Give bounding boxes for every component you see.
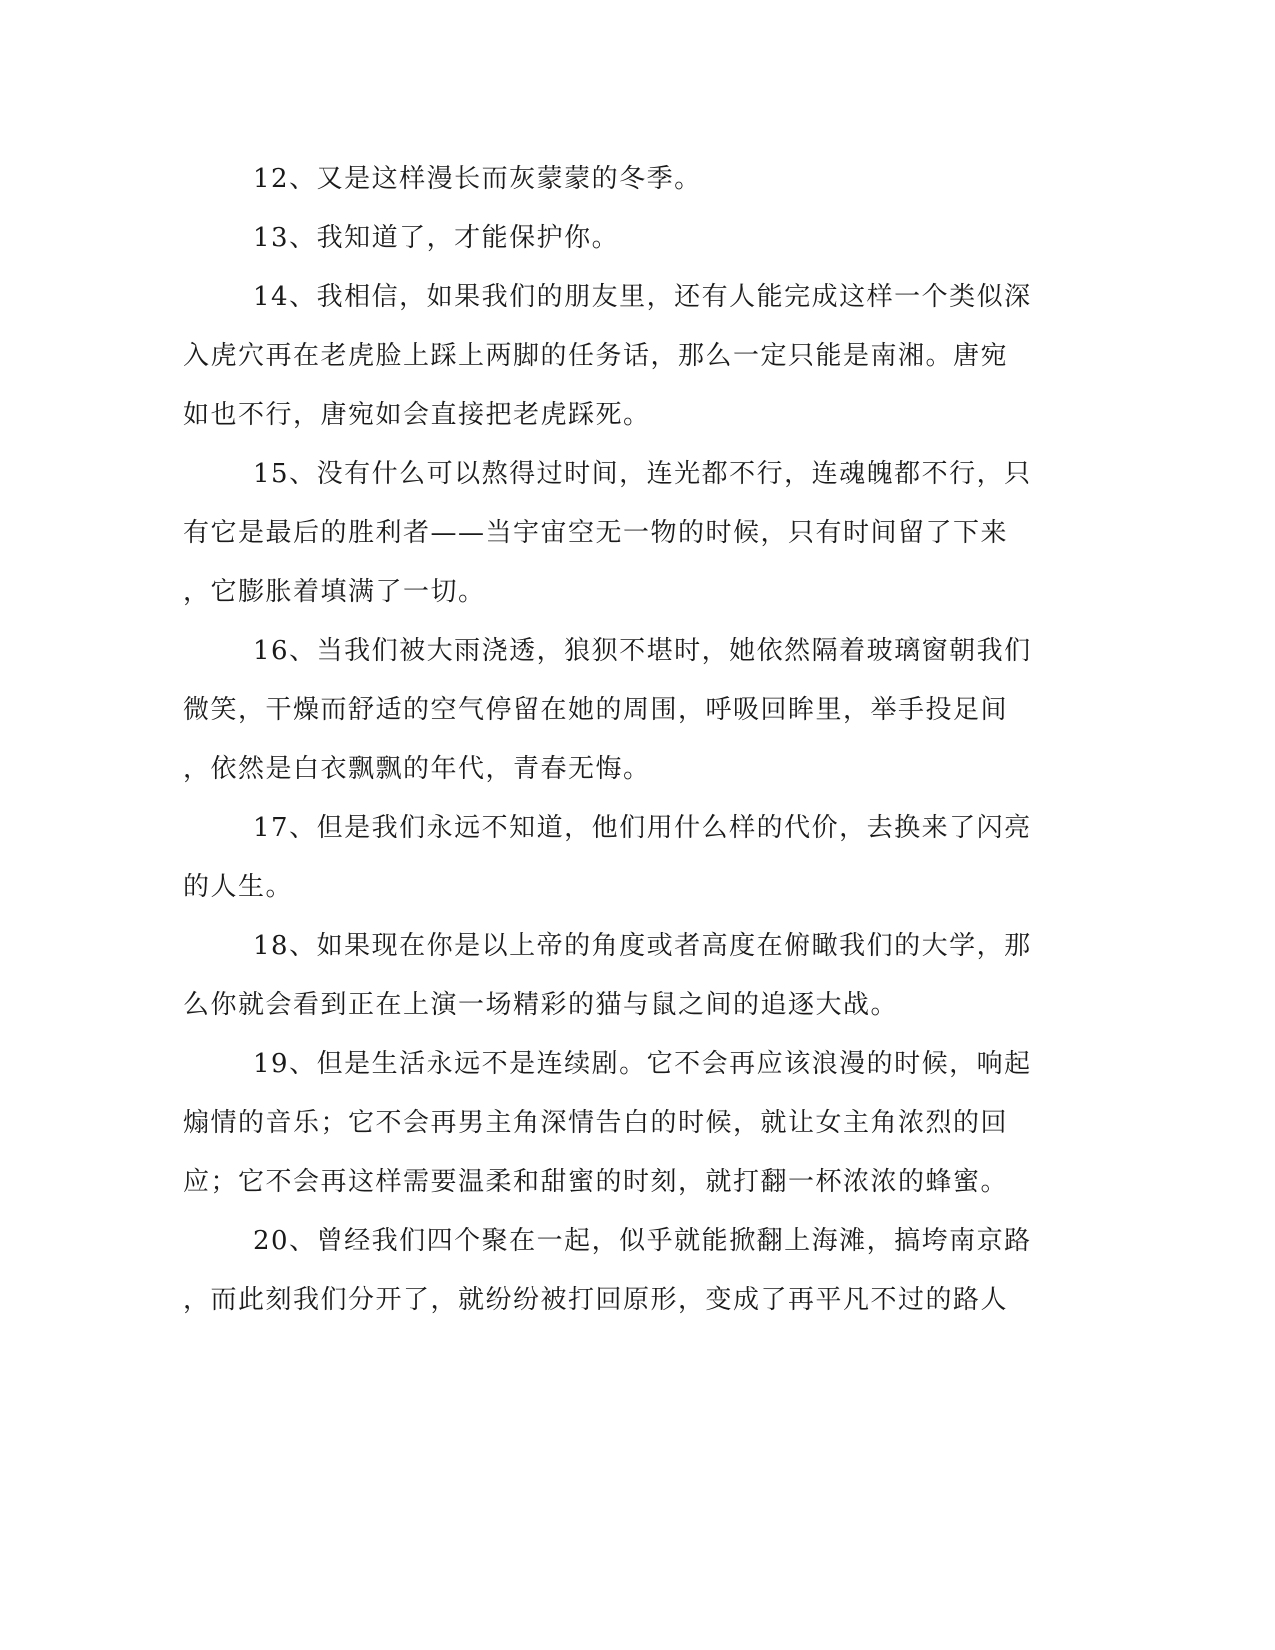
paragraph-15-line-1: 15、没有什么可以熬得过时间，连光都不行，连魂魄都不行，只 xyxy=(253,459,1032,489)
document-body xyxy=(183,150,1063,1330)
paragraph-17-line-1: 17、但是我们永远不知道，他们用什么样的代价，去换来了闪亮 xyxy=(253,813,1032,843)
paragraph-16-line-2: 微笑，干燥而舒适的空气停留在她的周围，呼吸回眸里，举手投足间 xyxy=(183,695,1009,725)
paragraph-14-line-2: 入虎穴再在老虎脸上踩上两脚的任务话，那么一定只能是南湘。唐宛 xyxy=(183,341,1009,371)
paragraph-19-line-1: 19、但是生活永远不是连续剧。它不会再应该浪漫的时候，响起 xyxy=(253,1049,1032,1079)
paragraph-15-line-2: 有它是最后的胜利者——当宇宙空无一物的时候，只有时间留了下来 xyxy=(183,518,1009,548)
paragraph-20-line-2: ，而此刻我们分开了，就纷纷被打回原形，变成了再平凡不过的路人 xyxy=(183,1285,1009,1315)
paragraph-14-line-3: 如也不行，唐宛如会直接把老虎踩死。 xyxy=(183,400,651,430)
paragraph-18-line-2: 么你就会看到正在上演一场精彩的猫与鼠之间的追逐大战。 xyxy=(183,990,899,1020)
paragraph-16-line-1: 16、当我们被大雨浇透，狼狈不堪时，她依然隔着玻璃窗朝我们 xyxy=(253,636,1032,666)
paragraph-17-line-2: 的人生。 xyxy=(183,872,294,902)
paragraph-19-line-3: 应；它不会再这样需要温柔和甜蜜的时刻，就打翻一杯浓浓的蜂蜜。 xyxy=(183,1167,1009,1197)
paragraph-15-line-3: ，它膨胀着填满了一切。 xyxy=(183,577,486,607)
paragraph-19-line-2: 煽情的音乐；它不会再男主角深情告白的时候，就让女主角浓烈的回 xyxy=(183,1108,1009,1138)
paragraph-20-line-1: 20、曾经我们四个聚在一起，似乎就能掀翻上海滩，搞垮南京路 xyxy=(253,1226,1032,1256)
paragraph-12-line-1: 12、又是这样漫长而灰蒙蒙的冬季。 xyxy=(253,164,702,194)
paragraph-16-line-3: ，依然是白衣飘飘的年代，青春无悔。 xyxy=(183,754,651,784)
paragraph-13-line-1: 13、我知道了，才能保护你。 xyxy=(253,223,620,253)
paragraph-18-line-1: 18、如果现在你是以上帝的角度或者高度在俯瞰我们的大学，那 xyxy=(253,931,1032,961)
paragraph-14-line-1: 14、我相信，如果我们的朋友里，还有人能完成这样一个类似深 xyxy=(253,282,1032,312)
